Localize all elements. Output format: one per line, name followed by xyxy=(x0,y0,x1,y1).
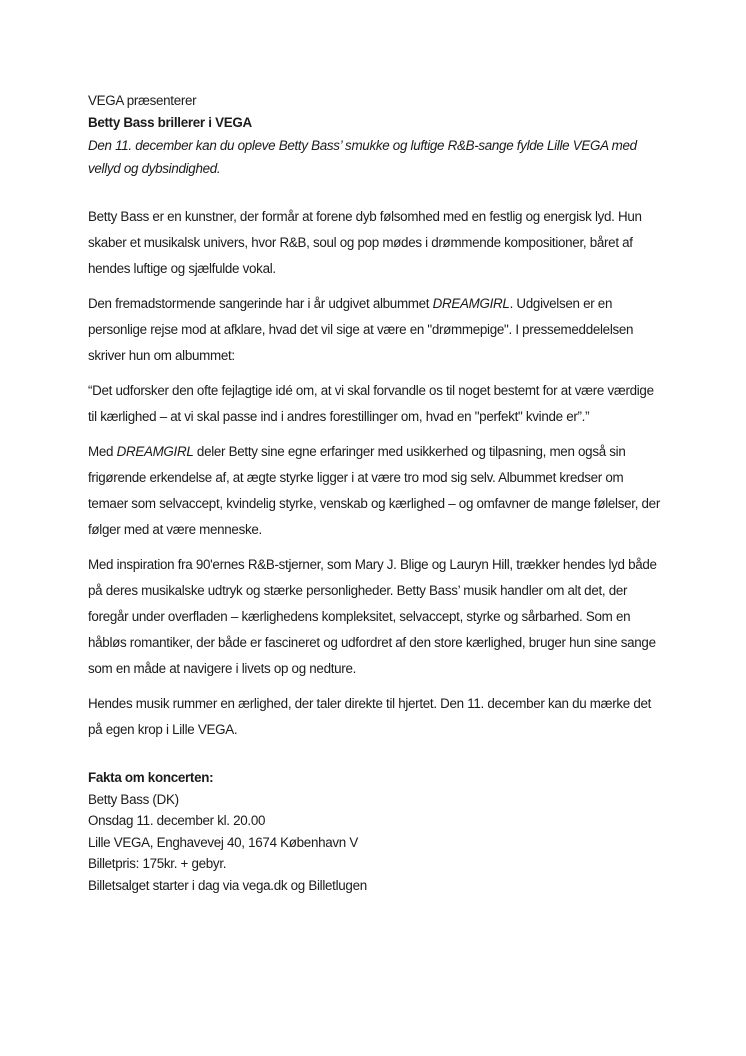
paragraph-text: . Udgivelsen er en personlige rejse mod at afklare, hvad det vil sige at være en "drømmepige". I pressemeddelelsen skriver hun om albummet: xyxy=(88,296,634,363)
press-release-body xyxy=(88,90,664,896)
paragraph-text: Med xyxy=(88,444,117,459)
facts-section xyxy=(88,767,664,896)
paragraph-album-themes xyxy=(88,439,664,543)
paragraph-album-release xyxy=(88,291,664,369)
paragraph-artist-intro xyxy=(88,204,664,282)
paragraph-closing xyxy=(88,691,664,743)
paragraph-text: Betty Bass er en kunstner, der formår at forene dyb følsomhed med en festlig og energisk lyd. Hun skaber et musikalsk univers, hvor R&B, soul og pop mødes i drømmende kompositioner, båret af hendes luftige og sjælfulde vokal. xyxy=(88,209,642,276)
facts-title: Fakta om koncerten: xyxy=(88,770,214,785)
paragraph-text: deler Betty sine egne erfaringer med usikkerhed og tilpasning, men også sin frigørende erkendelse af, at ægte styrke ligger i at være tro mod sig selv. Albummet kredser om temaer som selvaccept, kvindelig styrke, venskab og kærlighed – og omfavner de mange følelser, der følger med at være menneske. xyxy=(88,444,660,537)
facts-venue-line: Lille VEGA, Enghavevej 40, 1674 København V xyxy=(88,834,358,850)
facts-price-line: Billetpris: 175kr. + gebyr. xyxy=(88,856,227,871)
album-title-text: DREAMGIRL xyxy=(116,444,194,459)
headline: Betty Bass brillerer i VEGA xyxy=(88,115,252,130)
facts-date-line: Onsdag 11. december kl. 20.00 xyxy=(88,813,266,828)
facts-artist-line: Betty Bass (DK) xyxy=(88,791,179,807)
kicker-line: VEGA præsenterer xyxy=(88,93,197,108)
paragraph-quote xyxy=(88,378,664,430)
paragraph-inspiration xyxy=(88,552,664,682)
album-title-text: DREAMGIRL xyxy=(432,296,510,311)
quote-text: “Det udforsker den ofte fejlagtige idé om, at vi skal forvandle os til noget bestemt for at være værdige til kærlighed – at vi skal passe ind i andres forestillinger om, hvad en "perfekt" kvinde er”.” xyxy=(88,383,654,424)
facts-ticket-sale-line: Billetsalget starter i dag via vega.dk og Billetlugen xyxy=(88,877,367,893)
paragraph-text: Hendes musik rummer en ærlighed, der taler direkte til hjertet. Den 11. december kan du mærke det på egen krop i Lille VEGA. xyxy=(88,696,652,737)
lede-paragraph: Den 11. december kan du opleve Betty Bass’ smukke og luftige R&B-sange fylde Lille VEGA med vellyd og dybsindighed. xyxy=(88,138,637,176)
paragraph-text: Med inspiration fra 90'ernes R&B-stjerner, som Mary J. Blige og Lauryn Hill, trækker hendes lyd både på deres musikalske udtryk og stærke personligheder. Betty Bass’ musik handler om alt det, der foregår under overfladen – kærlighedens kompleksitet, selvaccept, styrke og sårbarhed. Som en håbløs romantiker, der både er fascineret og udfordret af den store kærlighed, bruger hun sine sange som en måde at navigere i livets op og nedture. xyxy=(88,557,657,676)
paragraph-text: Den fremadstormende sangerinde har i år udgivet albummet xyxy=(88,296,433,311)
